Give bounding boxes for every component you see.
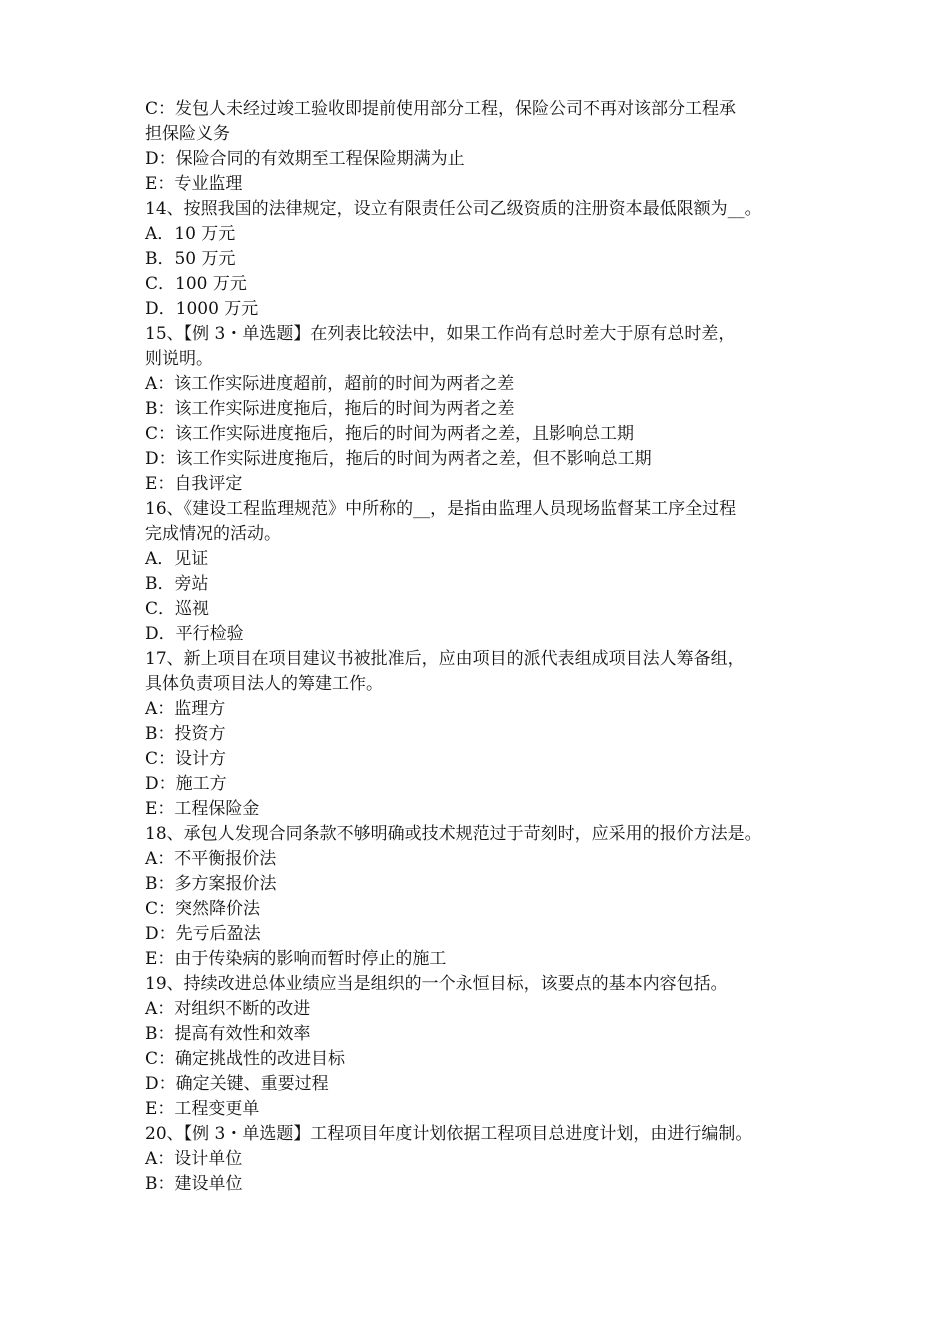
text-line: 完成情况的活动。 xyxy=(145,524,281,544)
option-line: A：不平衡报价法 xyxy=(145,849,277,869)
option-line: D：确定关键、重要过程 xyxy=(145,1074,329,1094)
question-20: 20、【例 3・单选题】工程项目年度计划依据工程项目总进度计划，由进行编制。 xyxy=(145,1124,753,1144)
option-line: C：该工作实际进度拖后，拖后的时间为两者之差，且影响总工期 xyxy=(145,424,635,444)
option-line: B：该工作实际进度拖后，拖后的时间为两者之差 xyxy=(145,399,515,419)
text-line: 担保险义务 xyxy=(145,124,230,144)
option-line: A．见证 xyxy=(145,549,209,569)
option-line: D：施工方 xyxy=(145,774,227,794)
option-line: E：工程保险金 xyxy=(145,799,260,819)
option-line: A：对组织不断的改进 xyxy=(145,999,311,1019)
question-14: 14、按照我国的法律规定，设立有限责任公司乙级资质的注册资本最低限额为__。 xyxy=(145,199,762,219)
option-line: D．平行检验 xyxy=(145,624,244,644)
option-line: C：确定挑战性的改进目标 xyxy=(145,1049,346,1069)
document-page xyxy=(145,97,815,1197)
option-line: B：提高有效性和效率 xyxy=(145,1024,311,1044)
text-line: E：专业监理 xyxy=(145,174,243,194)
option-line: B．50 万元 xyxy=(145,249,236,269)
option-line: A：设计单位 xyxy=(145,1149,243,1169)
option-line: A：该工作实际进度超前，超前的时间为两者之差 xyxy=(145,374,515,394)
option-line: A．10 万元 xyxy=(145,224,236,244)
option-line: C．100 万元 xyxy=(145,274,247,294)
option-line: E：自我评定 xyxy=(145,474,243,494)
option-line: C：突然降价法 xyxy=(145,899,261,919)
question-16: 16、《建设工程监理规范》中所称的__，是指由监理人员现场监督某工序全过程 xyxy=(145,499,737,519)
option-line: C．巡视 xyxy=(145,599,210,619)
option-line: E：由于传染病的影响而暂时停止的施工 xyxy=(145,949,447,969)
text-line: 具体负责项目法人的筹建工作。 xyxy=(145,674,383,694)
option-line: B：多方案报价法 xyxy=(145,874,277,894)
question-18: 18、承包人发现合同条款不够明确或技术规范过于苛刻时，应采用的报价方法是。 xyxy=(145,824,762,844)
option-line: B：建设单位 xyxy=(145,1174,243,1194)
option-line: B．旁站 xyxy=(145,574,209,594)
option-line: A：监理方 xyxy=(145,699,226,719)
option-line: B：投资方 xyxy=(145,724,226,744)
question-15: 15、【例 3・单选题】在列表比较法中，如果工作尚有总时差大于原有总时差， xyxy=(145,324,736,344)
question-17: 17、新上项目在项目建议书被批准后，应由项目的派代表组成项目法人筹备组， xyxy=(145,649,745,669)
option-line: E：工程变更单 xyxy=(145,1099,260,1119)
text-line: C：发包人未经过竣工验收即提前使用部分工程，保险公司不再对该部分工程承 xyxy=(145,99,737,119)
option-line: C：设计方 xyxy=(145,749,227,769)
text-line: D：保险合同的有效期至工程保险期满为止 xyxy=(145,149,465,169)
option-line: D：该工作实际进度拖后，拖后的时间为两者之差，但不影响总工期 xyxy=(145,449,652,469)
text-line: 则说明。 xyxy=(145,349,213,369)
option-line: D．1000 万元 xyxy=(145,299,259,319)
question-19: 19、持续改进总体业绩应当是组织的一个永恒目标，该要点的基本内容包括。 xyxy=(145,974,728,994)
option-line: D：先亏后盈法 xyxy=(145,924,261,944)
